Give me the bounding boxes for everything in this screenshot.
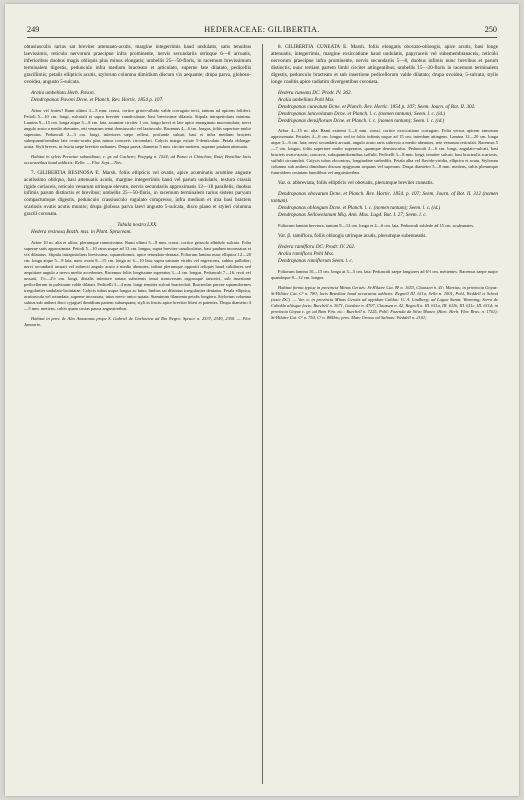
variety-alpha: Var. α. abbreviata, foliis ellipticis vel obovatis, plerumque breviter cuneatis. [278, 180, 434, 187]
habitat-note: Habitat forma typica in provincia Minas Geraës: St-Hilaire Cat. B¹ n. 1653, Claussen n. 41; Martius; in provincia Goyaz: St-Hilaire Cat. C¹ n. 780; locis Brasiliae haud accuratius addictis: Regnell III. 611a, Sello n. 1601, Pohl, Weddell et Schott (teste DC). — Var. α. in provincia Minas Geraës ad oppidum Caldas: G. A. Lindberg; ad Lagoa Santa: Warming; Serra de Caboklo aliisque locis: Burchell n. 3671, Gardner n. 4707, Claussen n. 42, Regnell n. III. 611a, III. 611b, III. 611c, III. 611d; in provincia Goyaz c. gr. ad Bom Fim. etc.: Burchell n. 7225, Pohl; Fazenda da Silva Maneo (Hart. Herb. Flor. Bras. n. 1761); St-Hilaire Cat. C¹ n. 754, C¹ n. 884bis; prov. Mato Grosso ad Salinas: Weddell n. 2101; [271, 285, 498, 321]
species-description: Arbor vel frutex? Rami ultimi 3—5 mm. crassi, cortice griseo-albido valde corrugato tecti, tantum ad apicem foliiferi. Petioli 5—10 cm. longi, sulcatuli et supra breviter canaliculatae, basi brevissime dilatata. Stipula intrapetiolaris minima. Lamina 9—15 cm. longa atque 5—8 cm. lata, acumine circiter 1 cm. longo brevi et late apice emarginato mucronulato; nervi angulo acuto a medio abeuntes, reti venarum tenui densiusculo vel laxiusculo. Racemus 4—6 cm. longus, foliis superiore multo superatus. Pedunculi 2—3 cm. longi, inferiores sæpe reflexi, profunde sulcati, basi et infra medium bracteis subequamiformibus late ovato-acutis plus minus concavis circumdati. Calycis margo exiuie 5-denticulato. Petala oblonga-acuta. Styli breves, in fructu sæpe breviter radiantes. Drupa parva, diametro 3 mm. circiter metiens, superne paulum attenuata. [24, 107, 251, 149]
header-rule [27, 37, 497, 38]
description-continued: obtusiusculis rarius sat breviter attenuato-acutis, margine integerrimis haud undulatis, satis tenuibus laevissimis, reticulo nervorum praecipue infra prominente, nervis secundariis utrinque 6—8 arcuatis, inferioribus duobus magis obliquis plus minus elongatis; umbellis 25—50-floris, in racemum brevissimum terminalem digestis, pedunculo infra medium bracteato et articulato, superne late dilatato, pedicellis gracillimis; petalis ellipticis acutis, stylorum columna dimidium discum vix aequante; drupa parva, globoso-ovoidea, angusto 5-sulcata. [24, 44, 251, 85]
synonym: Hedera cuneata DC. Prodr. IV. 262. [278, 89, 352, 96]
synonym: Dendropanax Pavoni Dcne. et Planch. Rev. Hortic. 1854 p. 107. [31, 96, 164, 103]
page-number-right: 250 [484, 25, 497, 34]
synonym: Dendropanax densiflorum Dcne. et Planch. l. c. (nomen tantum); Seem. l. c. (id.) [278, 117, 445, 124]
habitat-note: Habitat in prov. de Alto Amazonas prope S. Gabriel de Cachoeira ad Rio Negro: Spruce n. 2337, 2349, 2350. — Flor. Januario. [24, 316, 251, 328]
variety-description: Foliorum lamina 10—15 cm. longa at 3—5 cm. lata. Pedunculi saepe longiores ad 6½ cm. metientes. Racemus saepe major quandoque 8—12 cm. longus. [271, 269, 498, 281]
synonym: Dendropanax Selloweianum Miq. Ann. Mus. Lugd. Bat. I. 27; Seem. l. c. [278, 212, 427, 219]
synonym: Hedera ramiflora DC. Prodr. IV. 262. [278, 244, 356, 251]
synonym: Aralia umbellata Herb. Pavon. [31, 89, 95, 96]
synonym: Dendropanax cuneatum Dcne. et Planch. Rev. Hortic. 1854 p. 107; Seem. Journ. of Bot. II. 302. [278, 103, 476, 110]
species-description: Arbor 4—15 m. alta. Rami extremi 3—6 mm. crassi, cortice exsiccatione corrugato. Folia versus apicem ramorum approximata. Petioles 4—6 cm. longus sed in foliis infimis usque ad 15 cm. interdum attingens. Lamina 12—20 cm. longa atque 3—6 cm. lata; nervi secundarii arcuati, angulo acuto raris subrecto a medio abeuntes, rete venarum reticulati. Racemus 5—7 cm. longus, foliis superiore multo superatus, quamque densiusculus. Pedunculi 2—6 cm. longi, angulato-sulcati, basi bracteis ovato-acutis, concavis, subsquamiformibus suffulti. Pedicelli 3—8 mm. longi, tenuiter sulcati, basi bracteolis scariosis, suffulti circumdati. Calycis tubus obconicus, longitudine surbedilis. Petala alba vel flavido-viridia, elliptica et acuta. Stylorum columna sub anthesi dimidium discum epigynum aequans vel superans. Drupa diametro 5—8 mm. metiens, saltis plerumque futuroidem costatam humilibus vel anguistioribus. [271, 128, 498, 176]
right-column [271, 44, 498, 786]
page-sheet [5, 4, 519, 796]
synonym: Aralia umbellata Pohl Mss [278, 96, 334, 103]
left-column [24, 44, 251, 786]
species-description: Arbor 10 m. alta et altior, plerumque ramosissima. Rami ultimi 3—8 mm. crassi, cortice griseolo albidulo sulcato. Folia superne satis approximata. Petioli 5—10 raras usque ad 13 cm. longus, supra breviter canaliculatus, basi paulum incrassatus et vix dilatatus. Stipula intrapetiolaris brevissima, squamiformis, apice retundato-dentata. Foliorum lamina nunc elliptica 12—20 cm. longa atque 5—9 lata, nunc ovata 8—15 cm. longa ac 6—10 lata, supra saturate viridis vel nigrescens, subtus pallidior; nervi secundarii arcuati vel subrecti angulo acuto a medio abeuntes, infimi plerumque oppositi reliquis haud validiores sed aequitiare angulo a nervo medio accedentes. Racemus foliis longissime superatus 3—4 cm. longus. Pedunculi 7—16, recti vel arcuati, 1½—2½ cm. longi, distalis inferiore striata substernis tenui transversim rugosuque tarsorici, sub insertione pedicellorum in pulvinum valde dilatati. Pedicelli 3—4 mm. longi tenuiter sulcati bracteolati. Bracteolae parvae squamiformes irregulariter undulato-laciniatae. Calycis tubus usque longus ac latus; limbus sat dilatatus irregulariter dentatus. Petala elliptica, acutiuscula vel rotundata, superne incrassata, intus nervo unico notata. Staminum filamenta petalis longiora. Stylorum columna subtus sub antheri disci cyjaguel dimidium partem subaequans; styli in fructu apice breviter liberi et patentes. Drupa diametro 4—5 mm. metiens, calcis quam costas pauca angustioribus. [24, 240, 251, 312]
synonym: Aralia ramiflora Pohl Mss. [278, 251, 334, 258]
variety-beta: Var. β. ramiflora, foliis oblongis utrinque acutis, plerumque subenneatis. [278, 233, 427, 240]
synonym: Dendropanax oblongum Dcne. et Planch. l. c. (nomen tantum); Seem. l. c. (id.) [278, 205, 441, 212]
habitat-note: Habitat in sylvis Peruviae subandinae, c. gr. ad Cuchero; Poeppig n. 1524; ad Pozuo et Chinchao; Ruiz; Brasiliae locis occurantibus haud addictis: Kello. — Flor. Sept.—Nov. [24, 153, 251, 165]
synonym: Dendropanax obovatum Dcne. et Planch. Rev. Hortic. 1854. p. 107; Seem. Journ. of Bot. II. 312 (nomen tantum). [271, 191, 498, 205]
plate-reference: Tabula nostra LXX. [117, 222, 158, 229]
synonym: Dendropanax lanceolatum Dcne. et Planch. l. c. (nomen tantum); Seem. l. c. (id.) [278, 110, 446, 117]
synonym: Hedera resinosa Bozth. mss. in Plant. Spruceam. [31, 229, 132, 236]
species-8-diagnosis: 8. GILIBERTIA CUNEATA E. Marsh. foliis elongatis obovato-oblongis, apice acutis, basi longe attenuatis, integerrimis, margine exsiccatione haud undulatis, papyraceis vel subemembranaceis, reticulo nervorum praecipue infra prominente, nervis secundariis 5—8, duobus infimis nunc brevibus et parum distinctis, nunc tertiam partem limbi circiter attingentibus; umbellis 15—30-floris in racemum terminalem digestis, pedunculo bracteato et sub insertione pedicellorum valde dilatato; drupa ovoidea, 5-sulcata, stylis longe coalitis apice radiatim divergentibus coronata. [271, 44, 498, 85]
variety-description: Foliorum lamina breviora, tantum 9—12 cm. longa et 4—6 cm. lata. Pedunculi sublede ad 15 cm. aculeanates. [278, 223, 475, 229]
page-number-left: 249 [27, 25, 40, 34]
column-divider [262, 44, 263, 784]
synonym: Dendropanax ramiflorum Seem. l. c. [278, 258, 354, 265]
running-title: HEDERACEAE: GILIBERTIA. [204, 25, 320, 34]
species-7-diagnosis: 7. GILIBERTIA RESINOSA E. Marsh. foliis ellipticis vel ovatis, apice acuminatis acumine anguste acutissimo obliquo, basi attenuatis acutis, margine integerrimis haud vel parum undulatis, textura crassis rigide coriaceis, reticulo venarum utrinque elevato, nervis secundariis approximatis 12—18 parallelis, duobus infimis parum distinctis et brevibus; umbellis 25—50-floris, in racemum terminalem rarius sistens parvum compactumque digestis, pedunculo crassiusculo rugulato compresso, infra medium et ima basi bracteis scariosis ovatis acutis munito; drupa globosa parva laevi angusto 5-sulcata, disco plano et styleri columna gracili coronata. [24, 169, 251, 218]
